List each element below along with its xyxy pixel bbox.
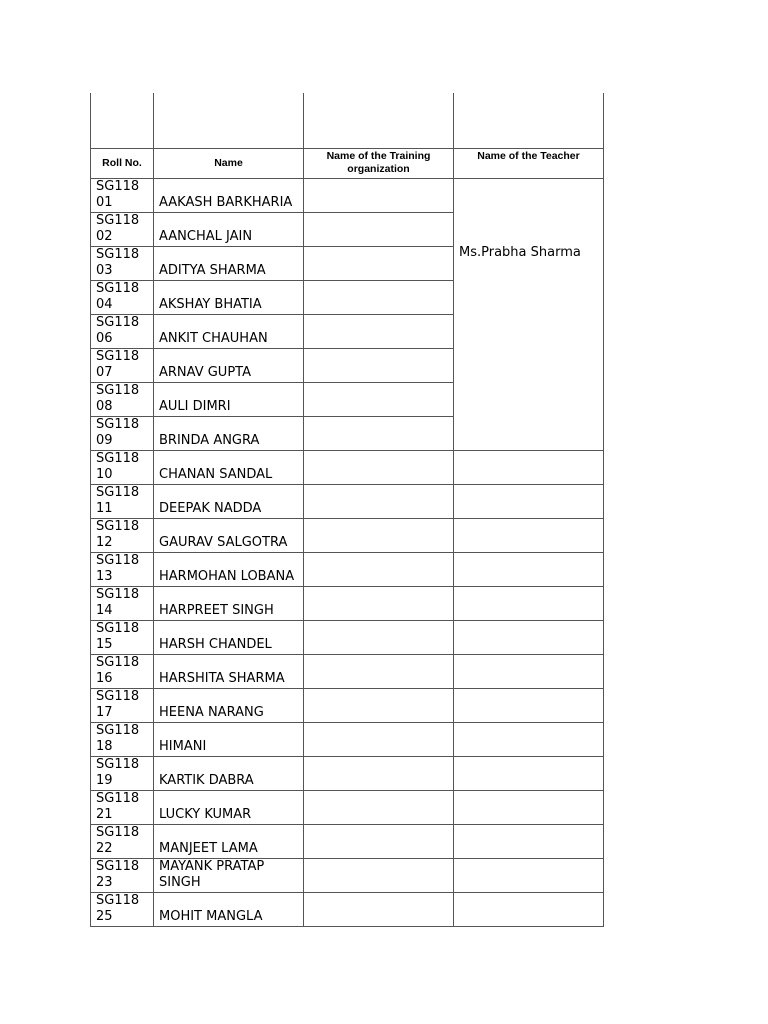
roll-no-cell: SG118 08 — [91, 383, 154, 417]
name-cell — [154, 723, 304, 757]
teacher-cell — [454, 621, 604, 655]
name-cell — [154, 315, 304, 349]
roll-no-cell: SG118 02 — [91, 213, 154, 247]
name-cell — [154, 281, 304, 315]
training-organization-cell — [304, 383, 454, 417]
name-cell — [154, 621, 304, 655]
student-name: ADITYA SHARMA — [159, 263, 266, 278]
name-cell — [154, 791, 304, 825]
teacher-cell — [454, 451, 604, 485]
teacher-cell — [454, 723, 604, 757]
student-name: GAURAV SALGOTRA — [159, 535, 288, 550]
table-row — [91, 859, 604, 893]
student-name: HEENA NARANG — [159, 705, 264, 720]
name-cell — [154, 417, 304, 451]
teacher-cell — [454, 825, 604, 859]
student-name: ANKIT CHAUHAN — [159, 331, 268, 346]
training-organization-cell — [304, 655, 454, 689]
student-name: DEEPAK NADDA — [159, 501, 262, 516]
training-organization-cell — [304, 791, 454, 825]
roll-no-cell: SG118 04 — [91, 281, 154, 315]
teacher-cell — [454, 893, 604, 927]
name-cell — [154, 519, 304, 553]
roll-no-cell: SG118 22 — [91, 825, 154, 859]
roll-no-cell: SG118 16 — [91, 655, 154, 689]
roll-no-cell: SG118 01 — [91, 179, 154, 213]
header-roll-no: Roll No. — [91, 149, 154, 179]
training-organization-cell — [304, 825, 454, 859]
table-row — [91, 757, 604, 791]
table-row — [91, 621, 604, 655]
table-row — [91, 587, 604, 621]
name-cell — [154, 587, 304, 621]
training-organization-cell — [304, 859, 454, 893]
student-name: AAKASH BARKHARIA — [159, 195, 293, 210]
student-name: CHANAN SANDAL — [159, 467, 273, 482]
student-name: HARMOHAN LOBANA — [159, 569, 295, 584]
training-organization-cell — [304, 519, 454, 553]
student-name: MANJEET LAMA — [159, 841, 258, 856]
student-name: KARTIK DABRA — [159, 773, 254, 788]
training-organization-cell — [304, 349, 454, 383]
table-row — [91, 893, 604, 927]
name-cell — [154, 553, 304, 587]
student-name: BRINDA ANGRA — [159, 433, 260, 448]
name-cell — [154, 757, 304, 791]
training-organization-cell — [304, 281, 454, 315]
roll-no-cell: SG118 25 — [91, 893, 154, 927]
student-name: HARPREET SINGH — [159, 603, 274, 618]
roll-no-cell: SG118 03 — [91, 247, 154, 281]
roll-no-cell: SG118 17 — [91, 689, 154, 723]
roll-no-cell: SG118 13 — [91, 553, 154, 587]
table-row — [91, 825, 604, 859]
training-organization-cell — [304, 553, 454, 587]
teacher-cell — [454, 519, 604, 553]
roll-no-cell: SG118 07 — [91, 349, 154, 383]
teacher-cell — [454, 485, 604, 519]
name-cell — [154, 349, 304, 383]
training-organization-cell — [304, 621, 454, 655]
training-organization-cell — [304, 179, 454, 213]
roll-no-cell: SG118 19 — [91, 757, 154, 791]
teacher-cell — [454, 859, 604, 893]
blank-cell — [454, 93, 604, 149]
blank-cell — [91, 93, 154, 149]
name-cell — [154, 825, 304, 859]
teacher-cell — [454, 757, 604, 791]
name-cell — [154, 655, 304, 689]
table-row — [91, 519, 604, 553]
roll-no-cell: SG118 21 — [91, 791, 154, 825]
roll-no-cell: SG118 14 — [91, 587, 154, 621]
training-organization-cell — [304, 587, 454, 621]
student-name: LUCKY KUMAR — [159, 807, 252, 822]
training-organization-cell — [304, 723, 454, 757]
student-name: HIMANI — [159, 739, 207, 754]
blank-cell — [154, 93, 304, 149]
roll-no-cell: SG118 18 — [91, 723, 154, 757]
training-organization-cell — [304, 893, 454, 927]
teacher-cell — [454, 587, 604, 621]
student-name: MOHIT MANGLA — [159, 909, 263, 924]
roll-no-cell: SG118 10 — [91, 451, 154, 485]
training-organization-cell — [304, 213, 454, 247]
student-name: HARSH CHANDEL — [159, 637, 272, 652]
teacher-cell — [454, 655, 604, 689]
student-name: HARSHITA SHARMA — [159, 671, 285, 686]
roll-no-cell: SG118 23 — [91, 859, 154, 893]
student-name: AULI DIMRI — [159, 399, 231, 414]
training-organization-cell — [304, 315, 454, 349]
table-row — [91, 485, 604, 519]
teacher-cell — [454, 791, 604, 825]
table-row — [91, 655, 604, 689]
name-cell — [154, 451, 304, 485]
student-name: ARNAV GUPTA — [159, 365, 251, 380]
name-cell — [154, 383, 304, 417]
training-organization-cell — [304, 757, 454, 791]
name-cell — [154, 213, 304, 247]
name-cell — [154, 893, 304, 927]
teacher-cell — [454, 553, 604, 587]
table-row — [91, 179, 604, 213]
roll-no-cell: SG118 09 — [91, 417, 154, 451]
student-name: AKSHAY BHATIA — [159, 297, 262, 312]
header-row — [91, 149, 604, 179]
table-row — [91, 723, 604, 757]
training-organization-cell — [304, 417, 454, 451]
training-organization-cell — [304, 451, 454, 485]
header-training-organization: Name of the Training organization — [304, 149, 454, 179]
table-row — [91, 689, 604, 723]
name-cell — [154, 485, 304, 519]
teacher-name-cell: Ms.Prabha Sharma — [454, 179, 604, 451]
training-organization-cell — [304, 689, 454, 723]
name-cell — [154, 859, 304, 893]
student-name: AANCHAL JAIN — [159, 229, 253, 244]
table-row — [91, 451, 604, 485]
training-organization-cell — [304, 485, 454, 519]
roll-no-cell: SG118 12 — [91, 519, 154, 553]
name-cell — [154, 179, 304, 213]
blank-top-row — [91, 93, 604, 149]
blank-cell — [304, 93, 454, 149]
roll-no-cell: SG118 15 — [91, 621, 154, 655]
student-table — [90, 93, 604, 927]
table-row — [91, 791, 604, 825]
name-cell — [154, 689, 304, 723]
header-teacher: Name of the Teacher — [454, 149, 604, 179]
roll-no-cell: SG118 06 — [91, 315, 154, 349]
name-cell — [154, 247, 304, 281]
roll-no-cell: SG118 11 — [91, 485, 154, 519]
student-name: MAYANK PRATAP SINGH — [159, 859, 265, 890]
table-row — [91, 553, 604, 587]
training-organization-cell — [304, 247, 454, 281]
header-name: Name — [154, 149, 304, 179]
teacher-cell — [454, 689, 604, 723]
